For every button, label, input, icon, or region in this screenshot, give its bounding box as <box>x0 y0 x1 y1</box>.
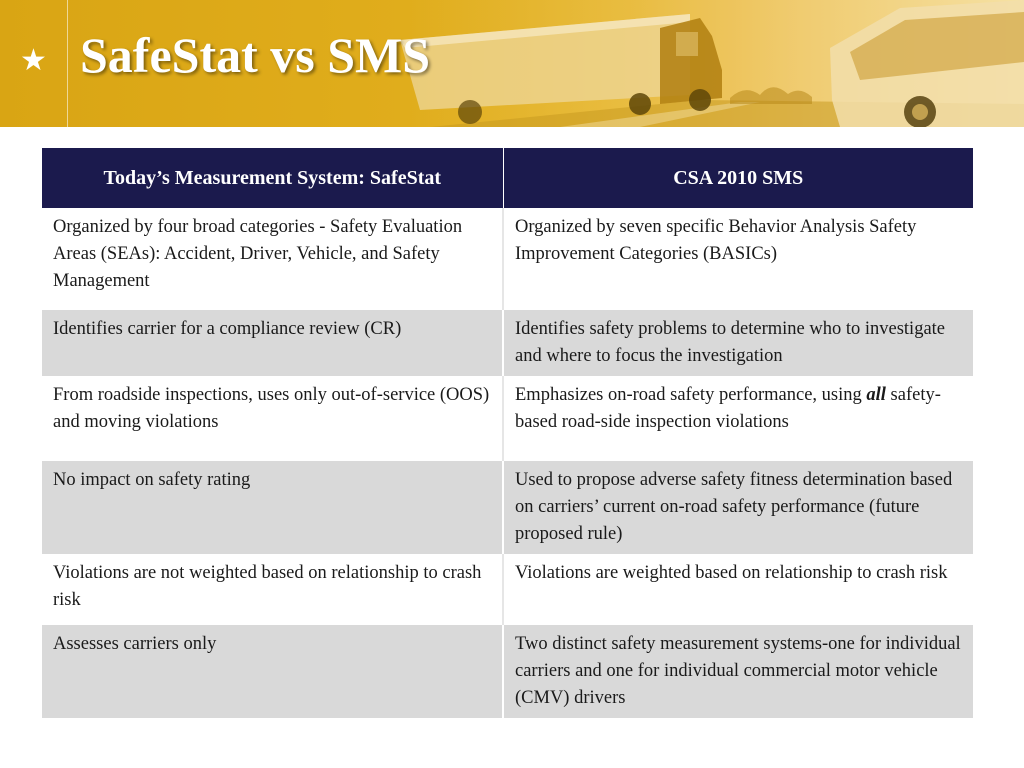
table-row <box>42 208 973 310</box>
table-row <box>42 461 973 554</box>
table-cell-safestat: Organized by four broad categories - Safety Evaluation Areas (SEAs): Accident, Driver, Vehicle, and Safety Management <box>42 208 503 310</box>
table-cell-safestat: Assesses carriers only <box>42 625 503 718</box>
table-cell-safestat: From roadside inspections, uses only out-of-service (OOS) and moving violations <box>42 376 503 461</box>
header-banner <box>0 0 1024 127</box>
slide-title: SafeStat vs SMS <box>80 27 431 83</box>
cell-text: safety-based road-side inspection violations <box>515 385 941 432</box>
comparison-table <box>42 148 973 718</box>
table-cell-safestat: No impact on safety rating <box>42 461 503 554</box>
emphasis-text: all <box>866 385 886 405</box>
table-row <box>42 376 973 461</box>
table-row <box>42 554 973 625</box>
column-header-sms: CSA 2010 SMS <box>503 148 973 208</box>
column-header-safestat: Today’s Measurement System: SafeStat <box>42 148 503 208</box>
table-row <box>42 625 973 718</box>
table-header-row <box>42 148 973 208</box>
cell-text: Emphasizes on-road safety performance, using <box>515 385 867 405</box>
table-cell-sms: Identifies safety problems to determine who to investigate and where to focus the investigation <box>503 310 973 376</box>
table-cell-sms <box>503 376 973 461</box>
table-cell-sms: Used to propose adverse safety fitness determination based on carriers’ current on-road safety performance (future proposed rule) <box>503 461 973 554</box>
star-box <box>0 0 68 127</box>
table-row <box>42 310 973 376</box>
table-cell-safestat: Violations are not weighted based on relationship to crash risk <box>42 554 503 625</box>
table-cell-sms: Violations are weighted based on relationship to crash risk <box>503 554 973 625</box>
table-cell-safestat: Identifies carrier for a compliance review (CR) <box>42 310 503 376</box>
table-cell-sms: Two distinct safety measurement systems-one for individual carriers and one for individual commercial motor vehicle (CMV) drivers <box>503 625 973 718</box>
star-icon: ★ <box>20 42 47 78</box>
table-cell-sms: Organized by seven specific Behavior Analysis Safety Improvement Categories (BASICs) <box>503 208 973 310</box>
